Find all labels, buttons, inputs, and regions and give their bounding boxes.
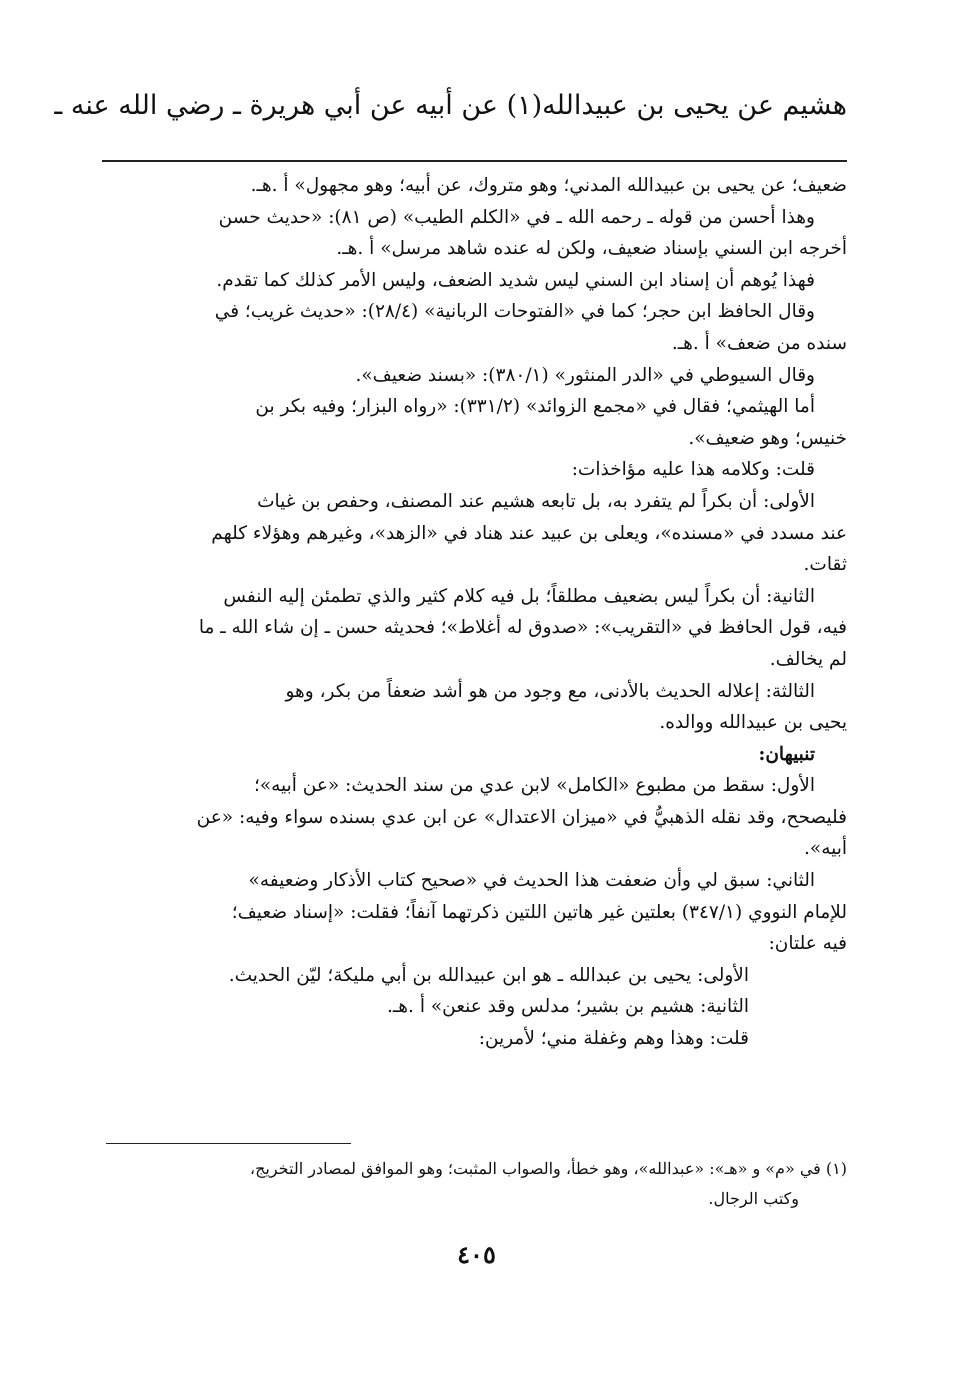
text-line: الثالثة: إعلاله الحديث بالأدنى، مع وجود من هو أشد ضعفاً من بكر، وهو xyxy=(285,680,815,702)
text-line: قلت: وكلامه هذا عليه مؤاخذات: xyxy=(571,459,815,481)
text-line: فهذا يُوهم أن إسناد ابن السني ليس شديد الضعف، وليس الأمر كذلك كما تقدم. xyxy=(216,269,815,291)
text-line: تنبيهان: xyxy=(758,743,815,765)
text-line: فيه، قول الحافظ في «التقريب»: «صدوق له أغلاط»؛ فحديثه حسن ـ إن شاء الله ـ ما xyxy=(198,617,847,639)
text-line: فيه علتان: xyxy=(768,933,847,955)
footnote-line: (١) في «م» و «هـ»: «عبدالله»، وهو خطأ، والصواب المثبت؛ وهو الموافق لمصادر التخريج، xyxy=(249,1159,847,1178)
text-line: ثقات. xyxy=(803,554,847,576)
text-line: فليصحح، وقد نقله الذهبيُّ في «ميزان الاعتدال» عن ابن عدي بسنده سواء وفيه: «عن xyxy=(196,806,847,828)
text-line: أخرجه ابن السني بإسناد ضعيف، ولكن له عنده شاهد مرسل» أ .هـ. xyxy=(336,238,847,260)
text-line: أبيه». xyxy=(804,838,847,860)
text-line: وقال السيوطي في «الدر المنثور» (٣٨٠/١): «بسند ضعيف». xyxy=(355,364,815,386)
text-line: قلت: وهذا وهم وغفلة مني؛ لأمرين: xyxy=(478,1028,749,1050)
text-line: عند مسدد في «مسنده»، ويعلى بن عبيد عند هناد في «الزهد»، وغيرهم وهؤلاء كلهم xyxy=(211,522,847,544)
footnote-line: وكتب الرجال. xyxy=(708,1189,799,1208)
header-rule xyxy=(102,160,847,162)
footnote xyxy=(102,1154,847,1214)
text-line: الأول: سقط من مطبوع «الكامل» لابن عدي من سند الحديث: «عن أبيه»؛ xyxy=(253,775,815,797)
text-line: الثانية: أن بكراً ليس بضعيف مطلقاً؛ بل فيه كلام كثير والذي تطمئن إليه النفس xyxy=(223,585,815,607)
text-line: الثانية: هشيم بن بشير؛ مدلس وقد عنعن» أ .هـ. xyxy=(387,996,749,1018)
text-line: لم يخالف. xyxy=(769,648,847,670)
text-line: للإمام النووي (٣٤٧/١) بعلتين غير هاتين اللتين ذكرتهما آنفاً؛ فقلت: «إسناد ضعيف؛ xyxy=(231,901,847,923)
main-text xyxy=(102,170,847,1055)
footnote-rule xyxy=(106,1143,351,1144)
text-line: وقال الحافظ ابن حجر؛ كما في «الفتوحات الربانية» (٢٨/٤): «حديث غريب؛ في xyxy=(214,301,815,323)
running-header: هشيم عن يحيى بن عبيدالله(١) عن أبيه عن أبي هريرة ـ رضي الله عنه ـ xyxy=(54,90,847,121)
text-line: الأولى: أن بكراً لم يتفرد به، بل تابعه هشيم عند المصنف، وحفص بن غياث xyxy=(257,490,815,512)
text-line: ضعيف؛ عن يحيى بن عبيدالله المدني؛ وهو متروك، عن أبيه؛ وهو مجهول» أ .هـ. xyxy=(250,175,847,196)
text-line: الأولى: يحيى بن عبدالله ـ هو ابن عبيدالله بن أبي مليكة؛ ليّن الحديث. xyxy=(228,964,749,986)
text-line: وهذا أحسن من قوله ـ رحمه الله ـ في «الكلم الطيب» (ص ٨١): «حديث حسن xyxy=(218,206,815,228)
text-line: يحيى بن عبيدالله ووالده. xyxy=(659,712,847,734)
text-line: أما الهيثمي؛ فقال في «مجمع الزوائد» (٣٣١/٢): «رواه البزار؛ وفيه بكر بن xyxy=(255,396,815,418)
text-line: سنده من ضعف» أ .هـ. xyxy=(671,332,847,354)
text-line: الثاني: سبق لي وأن ضعفت هذا الحديث في «صحيح كتاب الأذكار وضعيفه» xyxy=(248,870,815,892)
page-number: ٤٠٥ xyxy=(457,1240,496,1269)
text-line: خنيس؛ وهو ضعيف». xyxy=(688,427,847,449)
